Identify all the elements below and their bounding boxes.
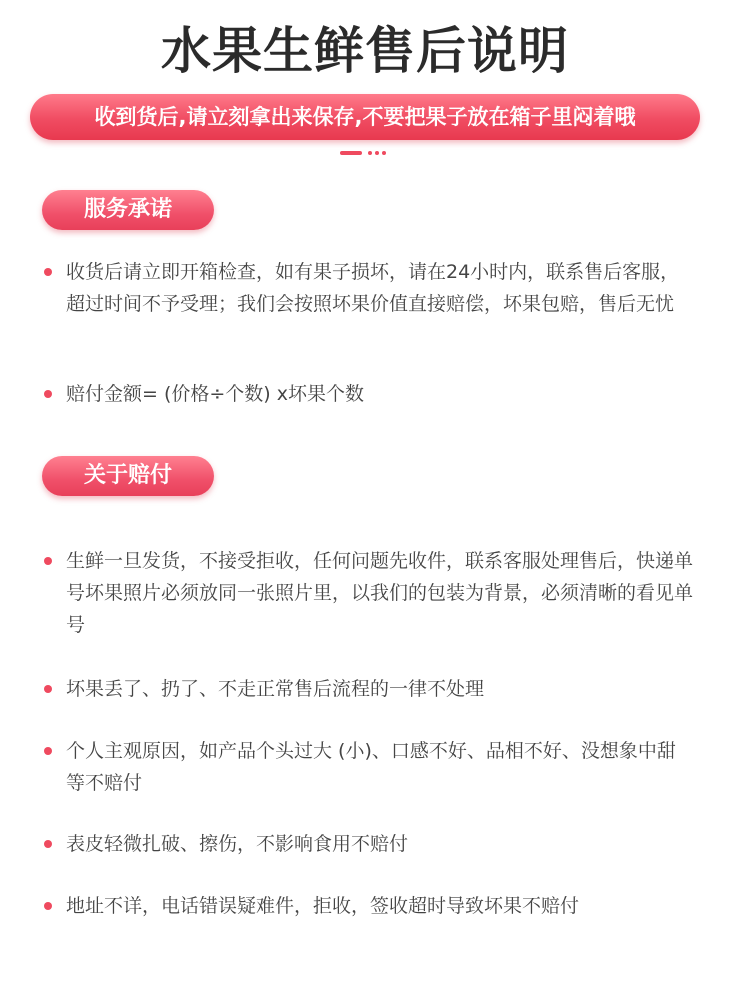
bullet-dot-icon [44, 268, 52, 276]
list-item [44, 256, 694, 320]
divider-dot [382, 151, 386, 155]
list-item [44, 378, 694, 410]
list-item [44, 735, 694, 799]
section-header-service-promise: 服务承诺 [42, 190, 214, 230]
divider-dot [375, 151, 379, 155]
bullet-dot-icon [44, 840, 52, 848]
decorative-divider [340, 150, 400, 156]
list-item [44, 545, 694, 641]
list-item-text: 个人主观原因，如产品个头过大 (小)、口感不好、品相不好、没想象中甜等不赔付 [66, 740, 676, 794]
divider-bar [340, 151, 362, 155]
list-item-text: 表皮轻微扎破、擦伤，不影响食用不赔付 [66, 833, 409, 855]
list-item [44, 673, 694, 705]
bullet-dot-icon [44, 747, 52, 755]
list-item-text: 生鲜一旦发货，不接受拒收，任何问题先收件，联系客服处理售后，快递单号坏果照片必须放同一张照片里，以我们的包装为背景，必须清晰的看见单号 [66, 550, 694, 636]
bullet-dot-icon [44, 557, 52, 565]
list-item-text: 赔付金额= (价格÷个数) x坏果个数 [66, 383, 364, 405]
list-item [44, 890, 694, 922]
list-item-text: 坏果丢了、扔了、不走正常售后流程的一律不处理 [66, 678, 485, 700]
divider-dot [368, 151, 372, 155]
list-item-text: 收货后请立即开箱检查，如有果子损坏，请在24小时内，联系售后客服，超过时间不予受理；我们会按照坏果价值直接赔偿，坏果包赔，售后无忧 [66, 261, 680, 315]
list-item [44, 828, 694, 860]
bullet-dot-icon [44, 685, 52, 693]
list-item-text: 地址不详，电话错误疑难件，拒收，签收超时导致坏果不赔付 [66, 895, 580, 917]
page-title: 水果生鲜售后说明 [161, 22, 569, 80]
notice-banner: 收到货后,请立刻拿出来保存,不要把果子放在箱子里闷着哦 [30, 94, 700, 140]
section-header-compensation: 关于赔付 [42, 456, 214, 496]
bullet-dot-icon [44, 902, 52, 910]
bullet-dot-icon [44, 390, 52, 398]
